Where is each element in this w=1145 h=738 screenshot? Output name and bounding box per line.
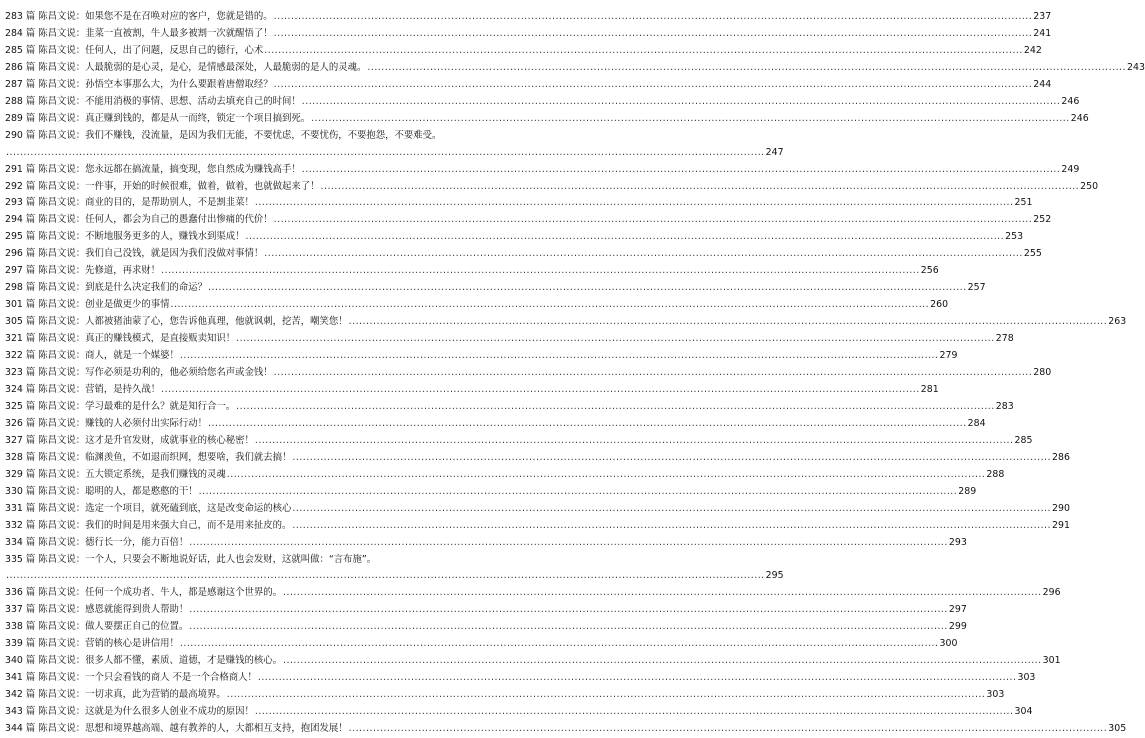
- dot-leader: [189, 602, 948, 619]
- toc-page-number: 296: [1042, 587, 1061, 599]
- toc-entry[interactable]: [5, 450, 1070, 467]
- toc-entry[interactable]: [5, 687, 1005, 704]
- toc-entry[interactable]: [5, 602, 967, 619]
- toc-entry[interactable]: [5, 314, 1127, 331]
- toc-page-number: 242: [1023, 44, 1042, 56]
- dot-leader: [227, 687, 986, 704]
- dot-leader: [283, 653, 1042, 670]
- toc-page-number: 303: [986, 689, 1005, 701]
- toc-entry[interactable]: [5, 382, 939, 399]
- dot-leader: [349, 721, 1108, 738]
- dot-leader: [274, 9, 1033, 26]
- toc-page-number: 297: [948, 604, 967, 616]
- toc-entry-title: 327 篇 陈昌文说：这才是升官发财，成就事业的核心秘密！: [5, 434, 254, 446]
- dot-leader: [274, 77, 1033, 94]
- dot-leader: [161, 382, 920, 399]
- toc-entry-title: 325 篇 陈昌文说：学习最难的是什么？就是知行合一。: [5, 400, 236, 412]
- toc-entry[interactable]: [5, 195, 1033, 212]
- toc-entry-title: 334 篇 陈昌文说：德行长一分，能力百倍！: [5, 536, 189, 548]
- toc-entry[interactable]: [5, 111, 1089, 128]
- dot-leader: [264, 246, 1023, 263]
- toc-page-number: 278: [995, 333, 1014, 345]
- toc-entry-title: 294 篇 陈昌文说：任何人，都会为自己的愚蠢付出惨痛的代价！: [5, 214, 273, 226]
- dot-leader: [6, 145, 765, 162]
- toc-page-number: 247: [765, 146, 784, 158]
- toc-entry-title: 342 篇 陈昌文说：一切求真，此为营销的最高境界。: [5, 689, 226, 701]
- toc-page-number: 305: [1108, 723, 1127, 735]
- toc-entry-title: 285 篇 陈昌文说：任何人，出了问题，反思自己的德行，心术: [5, 44, 264, 56]
- toc-page-number: 288: [986, 468, 1005, 480]
- toc-entry[interactable]: [5, 721, 1127, 738]
- dot-leader: [367, 60, 1126, 77]
- toc-entry-title: 330 篇 陈昌文说：聪明的人，都是憨憨的干！: [5, 485, 198, 497]
- dot-leader: [170, 297, 929, 314]
- toc-entry[interactable]: [5, 246, 1042, 263]
- toc-entry[interactable]: [5, 263, 939, 280]
- toc-entry-title: 296 篇 陈昌文说：我们自己没钱，就是因为我们没做对事情！: [5, 248, 264, 260]
- toc-entry[interactable]: [5, 619, 967, 636]
- toc-entry[interactable]: [5, 26, 1052, 43]
- dot-leader: [302, 162, 1061, 179]
- toc-entry[interactable]: [5, 670, 1036, 687]
- toc-entry-title: 326 篇 陈昌文说：赚钱的人必须付出实际行动！: [5, 417, 207, 429]
- toc-entry[interactable]: [5, 348, 958, 365]
- toc-entry[interactable]: [5, 433, 1033, 450]
- dot-leader: [274, 365, 1033, 382]
- toc-entry-title: 288 篇 陈昌文说：不能用消极的事情、思想、活动去填充自己的时间！: [5, 95, 301, 107]
- toc-page-number: 256: [920, 265, 939, 277]
- toc-entry-title: 301 篇 陈昌文说：创业是做更少的事情: [5, 299, 170, 311]
- dot-leader: [189, 535, 948, 552]
- toc-entry[interactable]: [5, 535, 967, 552]
- toc-entry-title: 336 篇 陈昌文说：任何一个成功者、牛人，都是感谢这个世界的。: [5, 587, 282, 599]
- toc-entry[interactable]: [5, 9, 1052, 26]
- dot-leader: [292, 518, 1051, 535]
- toc-page-number: 250: [1080, 180, 1099, 192]
- toc-page-number: 244: [1033, 78, 1052, 90]
- toc-entry[interactable]: [5, 552, 784, 586]
- toc-entry[interactable]: [5, 704, 1033, 721]
- dot-leader: [208, 280, 967, 297]
- toc-entry-title: 339 篇 陈昌文说：营销的核心是讲信用！: [5, 638, 179, 650]
- toc-page-number: 255: [1023, 248, 1042, 260]
- toc-page-number: 249: [1061, 163, 1080, 175]
- toc-entry-title: 328 篇 陈昌文说：临渊羡鱼，不如退而织网，想要啥，我们就去搞！: [5, 451, 292, 463]
- toc-page-number: 303: [1017, 672, 1036, 684]
- dot-leader: [199, 484, 958, 501]
- table-of-contents: [5, 9, 1145, 738]
- dot-leader: [274, 26, 1033, 43]
- dot-leader: [274, 212, 1033, 229]
- dot-leader: [283, 585, 1042, 602]
- toc-entry-title: 344 篇 陈昌文说：思想和境界越高端、越有教养的人，大都相互支持，抱团发展！: [5, 723, 348, 735]
- toc-entry[interactable]: [5, 416, 986, 433]
- toc-entry-title: 332 篇 陈昌文说：我们的时间是用来强大自己，而不是用来扯皮的。: [5, 519, 292, 531]
- toc-entry-title: 323 篇 陈昌文说：写作必须是功利的，他必须给您名声或金钱！: [5, 367, 273, 379]
- toc-entry-title: 286 篇 陈昌文说：人最脆弱的是心灵，是心，是情感最深处，人最脆弱的是人的灵魂。: [5, 61, 367, 73]
- toc-entry-title: 322 篇 陈昌文说：商人，就是一个媒婆！: [5, 350, 179, 362]
- toc-entry[interactable]: [5, 297, 949, 314]
- toc-page-number: 301: [1042, 655, 1061, 667]
- toc-page-number: 243: [1127, 61, 1145, 73]
- dot-leader: [311, 111, 1070, 128]
- toc-entry[interactable]: [5, 212, 1052, 229]
- toc-entry[interactable]: [5, 280, 986, 297]
- toc-entry-title: 337 篇 陈昌文说：感恩就能得到贵人帮助！: [5, 604, 189, 616]
- toc-page-number: 283: [995, 400, 1014, 412]
- toc-page-number: 286: [1052, 451, 1070, 463]
- toc-entry[interactable]: [5, 467, 1005, 484]
- toc-entry-title: 292 篇 陈昌文说：一件事，开始的时候很难，做着，做着，也就做起来了！: [5, 180, 320, 192]
- toc-entry[interactable]: [5, 365, 1052, 382]
- toc-entry-title: 329 篇 陈昌文说：五大锁定系统，是我们赚钱的灵魂: [5, 468, 226, 480]
- toc-page-number: 281: [920, 383, 939, 395]
- toc-page-number: 253: [1005, 231, 1024, 243]
- dot-leader: [255, 704, 1014, 721]
- toc-entry-title: 335 篇 陈昌文说：一个人，只要会不断地说好话，此人也会发财，这就叫做：“言布施”。: [5, 553, 377, 565]
- toc-entry[interactable]: [5, 43, 1042, 60]
- dot-leader: [6, 568, 765, 585]
- toc-entry[interactable]: [5, 60, 1145, 77]
- toc-page-number: 263: [1108, 316, 1127, 328]
- toc-entry-title: 341 篇 陈昌文说：一个只会看钱的商人 不是一个合格商人！: [5, 672, 257, 684]
- toc-entry-title: 338 篇 陈昌文说：做人要摆正自己的位置。: [5, 621, 189, 633]
- toc-entry[interactable]: [5, 484, 977, 501]
- dot-leader: [255, 433, 1014, 450]
- toc-entry-title: 293 篇 陈昌文说：商业的目的，是帮助别人，不是割韭菜！: [5, 197, 254, 209]
- toc-entry-title: 284 篇 陈昌文说：韭菜一直被割，牛人最多被割一次就醒悟了！: [5, 27, 273, 39]
- toc-entry[interactable]: [5, 331, 1014, 348]
- dot-leader: [320, 179, 1079, 196]
- toc-page-number: 279: [939, 350, 958, 362]
- toc-entry-title: 298 篇 陈昌文说：到底是什么决定我们的命运？: [5, 282, 207, 294]
- toc-entry[interactable]: [5, 636, 958, 653]
- toc-page-number: 252: [1033, 214, 1052, 226]
- dot-leader: [349, 314, 1108, 331]
- toc-entry[interactable]: [5, 229, 1024, 246]
- dot-leader: [245, 229, 1004, 246]
- toc-page-number: 241: [1033, 27, 1052, 39]
- toc-entry[interactable]: [5, 653, 1061, 670]
- dot-leader: [264, 43, 1023, 60]
- toc-entry-title: 287 篇 陈昌文说：孙悟空本事那么大，为什么要跟着唐僧取经？: [5, 78, 273, 90]
- toc-entry[interactable]: [5, 162, 1080, 179]
- dot-leader: [302, 94, 1061, 111]
- dot-leader: [236, 399, 995, 416]
- dot-leader: [258, 670, 1017, 687]
- toc-page-number: 260: [930, 299, 949, 311]
- dot-leader: [161, 263, 920, 280]
- dot-leader: [180, 636, 939, 653]
- toc-page-number: 246: [1070, 112, 1089, 124]
- toc-entry[interactable]: [5, 518, 1070, 535]
- dot-leader: [236, 331, 995, 348]
- toc-entry[interactable]: [5, 128, 784, 162]
- toc-entry-title: 321 篇 陈昌文说：真正的赚钱模式，是直接贩卖知识！: [5, 333, 236, 345]
- toc-entry-title: 331 篇 陈昌文说：选定一个项目，就死磕到底，这是改变命运的核心: [5, 502, 292, 514]
- toc-entry-title: 343 篇 陈昌文说：这就是为什么很多人创业不成功的原因！: [5, 706, 254, 718]
- toc-page-number: 299: [948, 621, 967, 633]
- toc-page-number: 295: [765, 570, 784, 582]
- toc-page-number: 246: [1061, 95, 1080, 107]
- toc-entry-title: 295 篇 陈昌文说：不断地服务更多的人，赚钱水到渠成！: [5, 231, 245, 243]
- dot-leader: [189, 619, 948, 636]
- toc-page-number: 251: [1014, 197, 1033, 209]
- dot-leader: [227, 467, 986, 484]
- toc-page-number: 285: [1014, 434, 1033, 446]
- toc-entry-title: 291 篇 陈昌文说：您永远都在搞流量，搞变现，您自然成为赚钱高手！: [5, 163, 301, 175]
- toc-entry-title: 283 篇 陈昌文说：如果您不是在召唤对应的客户，您就是错的。: [5, 11, 273, 22]
- toc-entry-title: 297 篇 陈昌文说：先修道，再求财！: [5, 265, 161, 277]
- toc-page-number: 291: [1052, 519, 1070, 531]
- dot-leader: [292, 501, 1051, 518]
- toc-entry-title: 324 篇 陈昌文说：营销，是持久战！: [5, 383, 161, 395]
- toc-entry-title: 305 篇 陈昌文说：人都被猪油蒙了心，您告诉他真理，他就讽刺，挖苦，嘲笑您！: [5, 316, 348, 328]
- dot-leader: [255, 195, 1014, 212]
- toc-page-number: 257: [967, 282, 986, 294]
- toc-page-number: 290: [1052, 502, 1070, 514]
- toc-entry[interactable]: [5, 179, 1099, 196]
- dot-leader: [180, 348, 939, 365]
- toc-entry-title: 289 篇 陈昌文说：真正赚到钱的，都是从一而终，锁定一个项目搞到死。: [5, 112, 311, 124]
- toc-entry[interactable]: [5, 77, 1052, 94]
- toc-page-number: 304: [1014, 706, 1033, 718]
- toc-entry[interactable]: [5, 399, 1014, 416]
- toc-page-number: 293: [948, 536, 967, 548]
- dot-leader: [208, 416, 967, 433]
- toc-page-number: 300: [939, 638, 958, 650]
- toc-entry[interactable]: [5, 585, 1061, 602]
- toc-page-number: 280: [1033, 367, 1052, 379]
- toc-page-number: 289: [958, 485, 977, 497]
- toc-page-number: 284: [967, 417, 986, 429]
- toc-page-number: 237: [1033, 11, 1052, 22]
- toc-entry-title: 340 篇 陈昌文说：很多人都不懂，素质、道德，才是赚钱的核心。: [5, 655, 282, 667]
- toc-entry[interactable]: [5, 501, 1070, 518]
- toc-entry-title: 290 篇 陈昌文说：我们不赚钱，没流量，是因为我们无能，不要忧虑，不要忧伤，不要抱怨，不要难受。: [5, 129, 442, 141]
- dot-leader: [292, 450, 1051, 467]
- toc-entry[interactable]: [5, 94, 1080, 111]
